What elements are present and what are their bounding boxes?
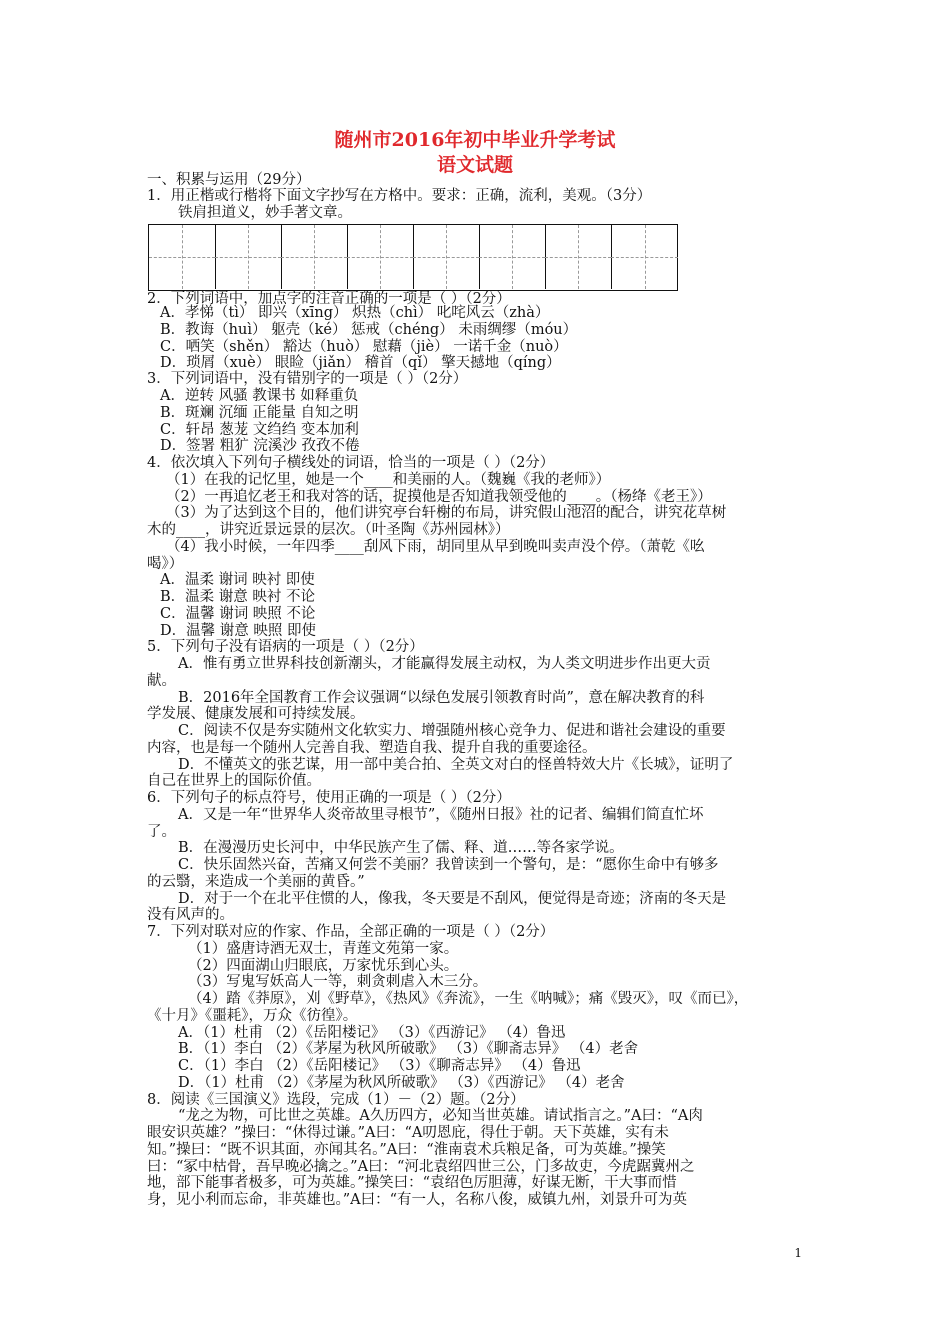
text-line: B．斑斓 沉缅 正能量 自知之明 — [160, 405, 359, 421]
text-line: C．轩昂 葱茏 文绉绉 变本加利 — [160, 422, 359, 438]
text-line: （3）写鬼写妖高人一等，刺贪刺虐入木三分。 — [188, 974, 488, 990]
page-number: 1 — [794, 1246, 802, 1260]
grid-cell[interactable] — [545, 225, 612, 289]
text-line: D．琐屑（xuè） 眼睑（jiǎn） 稽首（qǐ） 擎天撼地（qíng） — [160, 355, 561, 371]
text-line: C．快乐固然兴奋，苦痛又何尝不美丽？我曾读到一个警句，是：“愿你生命中有够多 — [178, 857, 719, 873]
text-line: B．教诲（huì） 躯壳（ké） 惩戒（chéng） 未雨绸缪（móu） — [160, 322, 578, 338]
text-line: A．又是一年“世界华人炎帝故里寻根节”，《随州日报》社的记者、编辑们简直忙坏 — [178, 807, 704, 823]
text-line: （2）一再追忆老王和我对答的话，捉摸他是否知道我领受他的____。（杨绛《老王》） — [166, 489, 712, 505]
text-line: 曰：“冢中枯骨，吾早晚必擒之。”A曰：“河北袁绍四世三公，门多故吏，今虎踞冀州之 — [147, 1159, 695, 1175]
text-line: A．温柔 谢词 映衬 即使 — [160, 572, 315, 588]
text-line: D．不懂英文的张艺谋，用一部中美合拍、全英文对白的怪兽特效大片《长城》，证明了 — [178, 757, 734, 773]
text-line: 8．阅读《三国演义》选段，完成（1）－（2）题。（2分） — [147, 1092, 525, 1108]
text-line: A．逆转 风骚 教课书 如释重负 — [160, 388, 359, 404]
text-line: 了。 — [147, 824, 176, 840]
text-line: 没有风声的。 — [147, 907, 234, 923]
text-line: D．（1）杜甫 （2）《茅屋为秋风所破歌》 （3）《西游记》 （4）老舍 — [178, 1075, 625, 1091]
text-line: （4）踏《莽原》，刈《野草》，《热风》《奔流》，一生《呐喊》；痛《毁灭》，叹《而已》， — [188, 991, 749, 1007]
exam-subtitle: 语文试题 — [436, 154, 513, 176]
text-line: 《十月》《噩耗》，万众《彷徨》。 — [147, 1008, 358, 1024]
grid-cell[interactable] — [611, 225, 678, 289]
grid-cell[interactable] — [413, 225, 480, 289]
writing-grid[interactable] — [148, 224, 678, 291]
grid-cell[interactable] — [215, 225, 282, 289]
text-line: 一、积累与运用（29分） — [147, 172, 311, 188]
text-line: B．温柔 谢意 映衬 不论 — [160, 589, 315, 605]
text-line: B．2016年全国教育工作会议强调“以绿色发展引领教育时尚”，意在解决教育的科 — [178, 690, 705, 706]
text-line: A．惟有勇立世界科技创新潮头，才能赢得发展主动权，为人类文明进步作出更大贡 — [178, 656, 711, 672]
text-line: D．温馨 谢意 映照 即使 — [160, 623, 316, 639]
text-line: 知。”操曰：“既不识其面，亦闻其名。”A曰：“淮南袁术兵粮足备，可为英雄。”操笑 — [147, 1142, 666, 1158]
text-line: 木的____，讲究近景远景的层次。（叶圣陶《苏州园林》） — [147, 522, 510, 538]
grid-cell[interactable] — [479, 225, 546, 289]
exam-title: 随州市2016年初中毕业升学考试 — [334, 129, 616, 151]
text-line: （4）我小时候，一年四季____刮风下雨，胡同里从早到晚叫卖声没个停。（萧乾《吆 — [166, 539, 705, 555]
text-line: “龙之为物，可比世之英雄。A久历四方，必知当世英雄。请试指言之。”A曰：“A肉 — [178, 1108, 703, 1124]
text-line: （3）为了达到这个目的，他们讲究亭台轩榭的布局，讲究假山池沼的配合，讲究花草树 — [166, 505, 727, 521]
text-line: C．阅读不仅是夯实随州文化软实力、增强随州核心竞争力、促进和谐社会建设的重要 — [178, 723, 726, 739]
text-line: 眼安识英雄？”操曰：“休得过谦。”A曰：“A叨恩庇，得仕于朝。天下英雄，实有未 — [147, 1125, 669, 1141]
grid-cell[interactable] — [347, 225, 414, 289]
text-line: C．温馨 谢词 映照 不论 — [160, 606, 316, 622]
text-line: C．（1）李白 （2）《岳阳楼记》 （3）《聊斋志异》 （4）鲁迅 — [178, 1058, 581, 1074]
text-line: 1．用正楷或行楷将下面文字抄写在方格中。要求：正确，流利，美观。（3分） — [147, 188, 652, 204]
text-line: 2．下列词语中，加点字的注音正确的一项是（ ）（2分） — [147, 291, 511, 307]
text-line: 身，见小利而忘命，非英雄也。”A曰：“有一人，名称八俊，威镇九州，刘景升可为英 — [147, 1192, 688, 1208]
text-line: 4．依次填入下列句子横线处的词语，恰当的一项是（ ）（2分） — [147, 455, 555, 471]
text-line: （1）在我的记忆里，她是一个____和美丽的人。（魏巍《我的老师》） — [166, 472, 611, 488]
text-line: 3．下列词语中，没有错别字的一项是（ ）（2分） — [147, 371, 468, 387]
text-line: （2）四面湖山归眼底，万家忧乐到心头。 — [188, 958, 459, 974]
text-line: 7．下列对联对应的作家、作品，全部正确的一项是（ ）（2分） — [147, 924, 555, 940]
text-line: （1）盛唐诗酒无双士，青莲文苑第一家。 — [188, 941, 459, 957]
text-line: B．在漫漫历史长河中，中华民族产生了儒、释、道……等各家学说。 — [178, 840, 624, 856]
text-line: 铁肩担道义，妙手著文章。 — [178, 205, 352, 221]
text-line: 的云翳，来造成一个美丽的黄昏。” — [147, 874, 365, 890]
text-line: 6．下列句子的标点符号，使用正确的一项是（ ）（2分） — [147, 790, 511, 806]
text-line: D．签署 粗犷 浣溪沙 孜孜不倦 — [160, 438, 360, 454]
grid-cell[interactable] — [281, 225, 348, 289]
text-line: 地，部下能事者极多，可为英雄。”操笑曰：“袁绍色厉胆薄，好谋无断，干大事而惜 — [147, 1175, 677, 1191]
text-line: 内容，也是每一个随州人完善自我、塑造自我、提升自我的重要途径。 — [147, 740, 597, 756]
text-line: A．（1）杜甫 （2）《岳阳楼记》 （3）《西游记》 （4）鲁迅 — [178, 1025, 566, 1041]
text-line: D．对于一个在北平住惯的人，像我，冬天要是不刮风，便觉得是奇迹；济南的冬天是 — [178, 891, 727, 907]
text-line: 自己在世界上的国际价值。 — [147, 773, 321, 789]
text-line: 喝》） — [147, 556, 184, 572]
text-line: B．（1）李白 （2）《茅屋为秋风所破歌》 （3）《聊斋志异》 （4）老舍 — [178, 1041, 639, 1057]
text-line: A．孝悌（tì） 即兴（xīng） 炽热（chì） 叱咤风云（zhà） — [160, 305, 550, 321]
text-line: 学发展、健康发展和可持续发展。 — [147, 706, 365, 722]
text-line: C．哂笑（shěn） 豁达（huò） 慰藉（jiè） 一诺千金（nuò） — [160, 339, 568, 355]
text-line: 献。 — [147, 673, 176, 689]
text-line: 5．下列句子没有语病的一项是（ ）（2分） — [147, 639, 424, 655]
grid-cell[interactable] — [149, 225, 216, 289]
